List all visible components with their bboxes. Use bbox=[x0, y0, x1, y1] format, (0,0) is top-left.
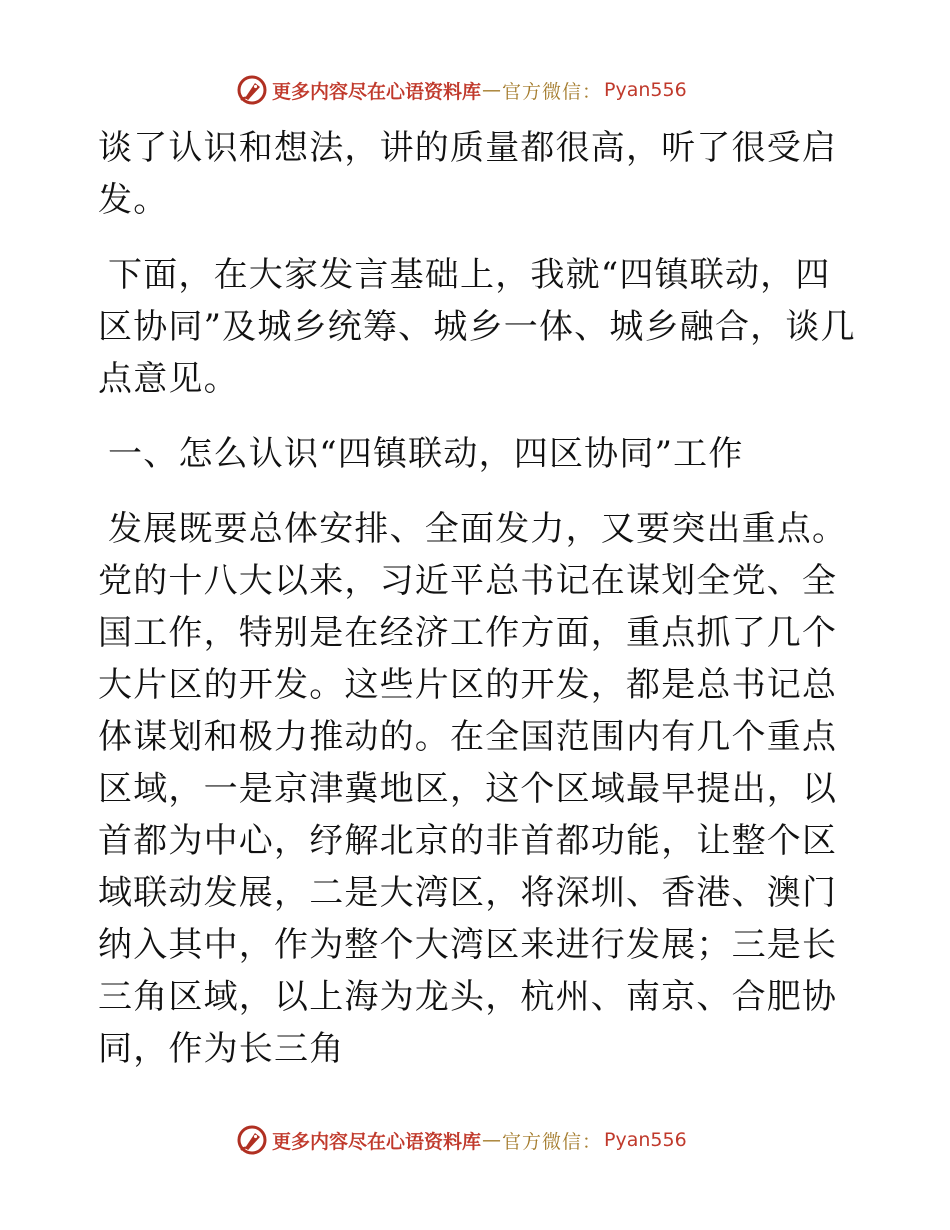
paragraph-intro: 下面，在大家发言基础上，我就“四镇联动，四区协同”及城乡统筹、城乡一体、城乡融合，谈几点意见。 bbox=[98, 255, 856, 399]
paragraph-body: 发展既要总体安排、全面发力，又要突出重点。党的十八大以来，习近平总书记在谋划全党、全国工作，特别是在经济工作方面，重点抓了几个大片区的开发。这些片区的开发，都是总书记总体谋划和极力推动的。在全国范围内有几个重点区域，一是京津冀地区，这个区域最早提出，以首都为中心，纾解北京的非首都功能，让整个区域联动发展，二是大湾区，将深圳、香港、澳门纳入其中，作为整个大湾区来进行发展；三是长三角区域，以上海为龙头，杭州、南京、合肥协同，作为长三角 bbox=[98, 509, 848, 1069]
document-body bbox=[98, 122, 858, 1075]
watermark-subtitle: 官方微信： bbox=[502, 80, 603, 103]
watermark-separator: — bbox=[482, 1129, 502, 1151]
header-watermark bbox=[236, 73, 687, 107]
watermark-subtitle: 官方微信： bbox=[502, 1130, 603, 1153]
watermark-wechat-id: Pyan556 bbox=[604, 79, 687, 101]
paragraph-continuation: 谈了认识和想法，讲的质量都很高，听了很受启发。 bbox=[98, 128, 838, 220]
watermark-wechat-id: Pyan556 bbox=[604, 1129, 687, 1151]
section-heading: 一、怎么认识“四镇联动，四区协同”工作 bbox=[108, 434, 744, 474]
pen-nib-logo-icon bbox=[236, 1124, 268, 1156]
pen-nib-logo-icon bbox=[236, 74, 268, 106]
watermark-title: 更多内容尽在心语资料库 bbox=[272, 1130, 482, 1153]
watermark-separator: — bbox=[482, 79, 502, 101]
watermark-title: 更多内容尽在心语资料库 bbox=[272, 80, 482, 103]
footer-watermark bbox=[236, 1123, 687, 1157]
